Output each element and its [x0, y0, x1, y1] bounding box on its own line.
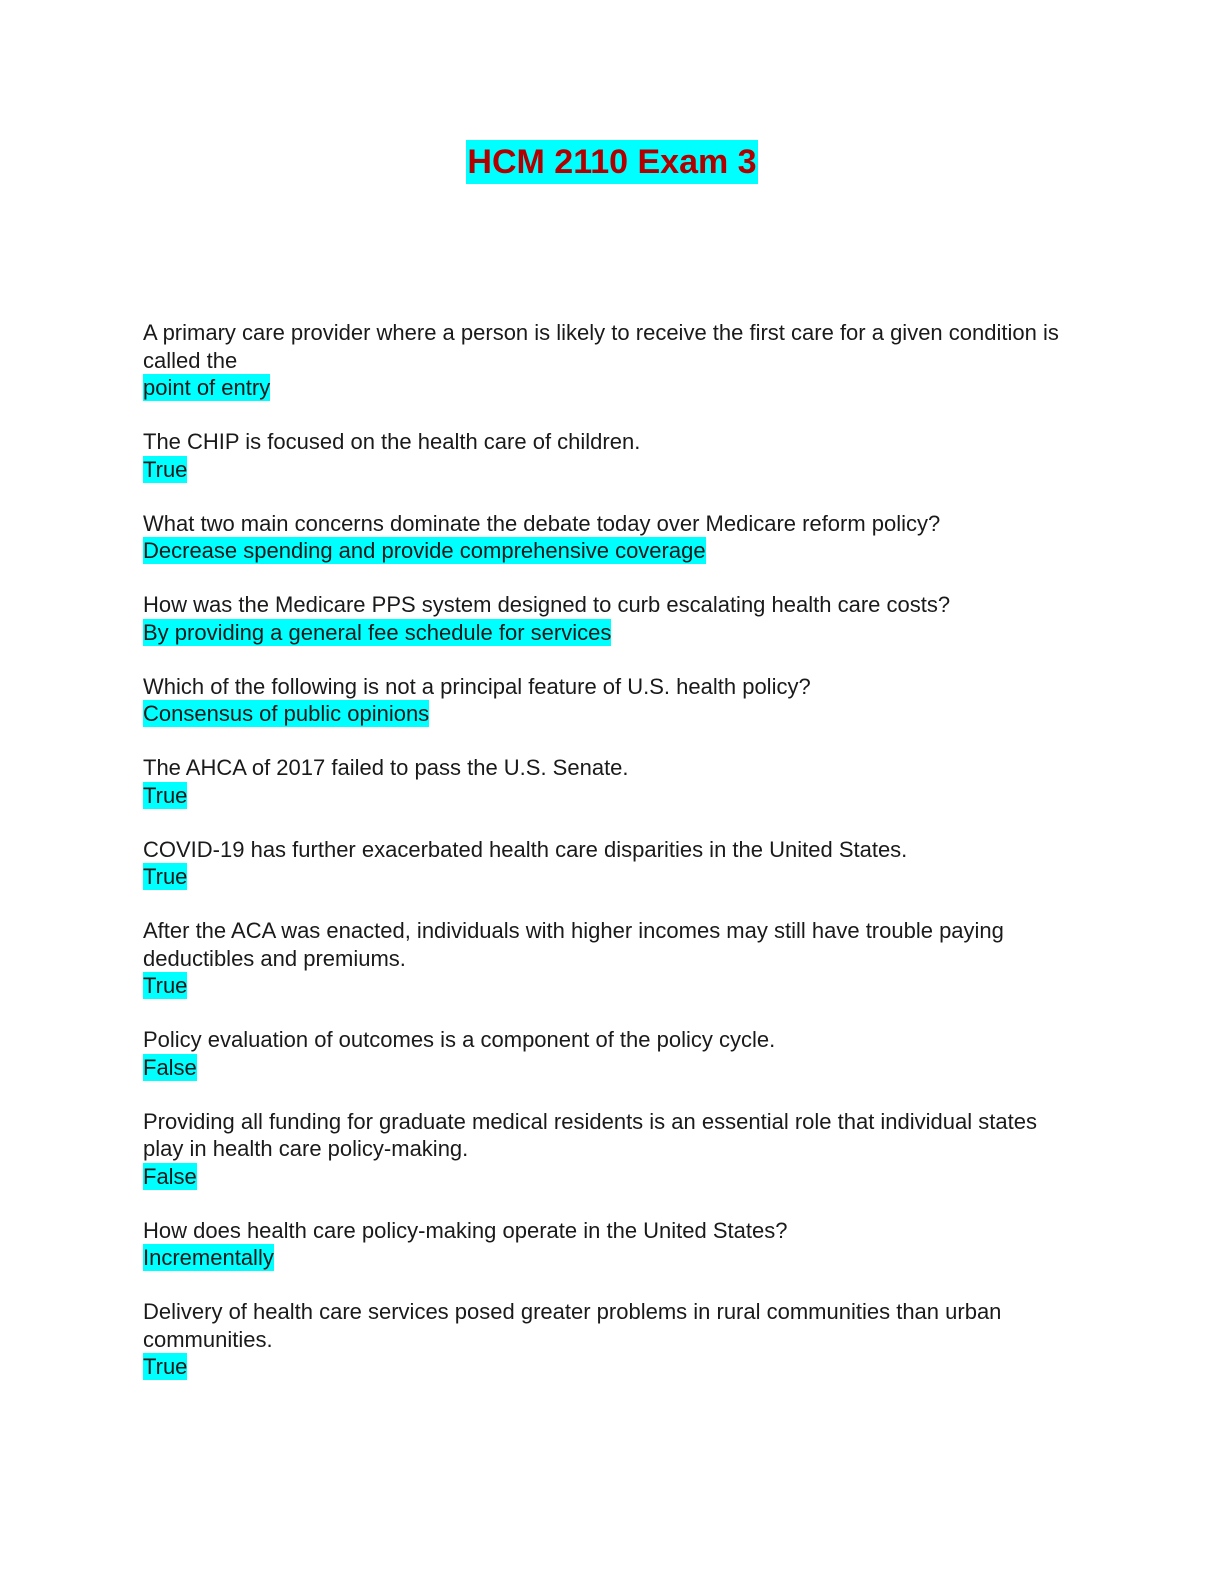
qa-item [143, 428, 1063, 483]
qa-item [143, 1298, 1063, 1380]
question-text: A primary care provider where a person is likely to receive the first care for a given condition is called the [143, 320, 1059, 373]
question-answer-list [143, 319, 1063, 1407]
answer-text: By providing a general fee schedule for services [143, 619, 612, 645]
answer-text: True [143, 973, 188, 998]
qa-item [143, 673, 1063, 728]
question-text: After the ACA was enacted, individuals with higher incomes may still have trouble paying deductibles and premiums. [143, 918, 1004, 971]
qa-item [143, 836, 1063, 891]
qa-item [143, 754, 1063, 809]
answer-text: True [143, 864, 188, 889]
qa-item [143, 1217, 1063, 1272]
question-text: Delivery of health care services posed greater problems in rural communities than urban communities. [143, 1299, 1002, 1352]
answer-text: False [143, 1054, 197, 1080]
answer-text: True [143, 456, 188, 482]
qa-item [143, 591, 1063, 646]
document-title: HCM 2110 Exam 3 [466, 140, 757, 184]
answer-text: False [143, 1163, 197, 1189]
answer-text: Incrementally [143, 1245, 274, 1270]
answer-text: Decrease spending and provide comprehensive coverage [143, 538, 706, 563]
question-text: The CHIP is focused on the health care of children. [143, 429, 641, 454]
question-text: How does health care policy-making operate in the United States? [143, 1217, 788, 1243]
question-text: How was the Medicare PPS system designed to curb escalating health care costs? [143, 592, 951, 617]
answer-text: point of entry [143, 375, 271, 400]
question-text: COVID-19 has further exacerbated health care disparities in the United States. [143, 836, 908, 862]
qa-item [143, 1108, 1063, 1190]
question-text: The AHCA of 2017 failed to pass the U.S. Senate. [143, 755, 629, 780]
question-text: Policy evaluation of outcomes is a component of the policy cycle. [143, 1027, 776, 1052]
answer-text: True [143, 1354, 188, 1379]
qa-item [143, 510, 1063, 565]
answer-text: True [143, 782, 188, 808]
qa-item [143, 1026, 1063, 1081]
answer-text: Consensus of public opinions [143, 701, 430, 726]
title-container [0, 140, 1224, 184]
question-text: Which of the following is not a principal feature of U.S. health policy? [143, 673, 811, 699]
qa-item [143, 917, 1063, 999]
qa-item [143, 319, 1063, 401]
question-text: Providing all funding for graduate medical residents is an essential role that individual states play in health care policy-making. [143, 1108, 1037, 1161]
question-text: What two main concerns dominate the debate today over Medicare reform policy? [143, 510, 941, 536]
